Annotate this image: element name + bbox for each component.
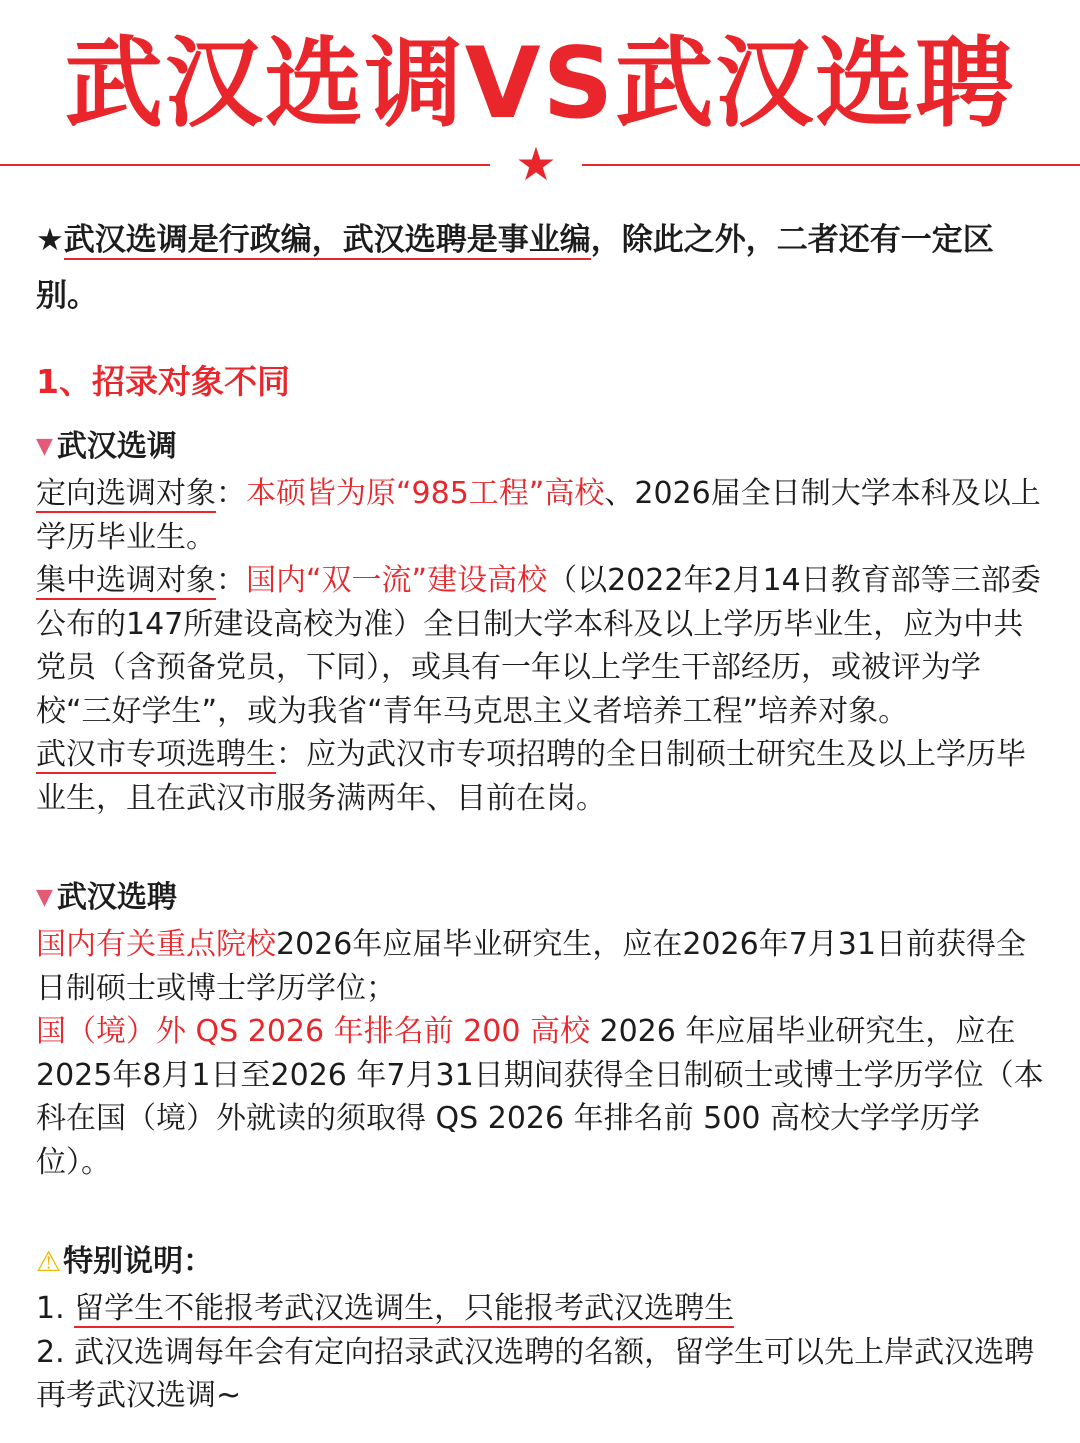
note-prefix: 1. — [36, 1291, 75, 1326]
article-body — [36, 212, 1048, 1418]
item-highlight: 国内有关重点院校 — [36, 927, 276, 962]
special-note-2: 2. 武汉选调每年会有定向招录武汉选聘的名额，留学生可以先上岸武汉选聘再考武汉选调~ — [36, 1334, 1035, 1413]
intro-star-icon: ★ — [36, 222, 64, 258]
special-note-title: 特别说明： — [63, 1244, 214, 1279]
item-text: 2026年应届毕业研究生，应在2026年7月31日前获得全日制硕士或博士学历学位； — [36, 927, 1026, 1006]
item-text: 2026 年应届毕业研究生，应在2025年8月1日至2026 年7月31日期间获得全日制硕士或博士学历学位（本科在国（境）外就读的须取得 QS 2026 年排名前 500 高校大学学历学位）。 — [36, 1014, 1044, 1180]
item-text: （以2022年2月14日教育部等三部委公布的147所建设高校为准）全日制大学本科及以上学历毕业生，应为中共党员（含预备党员，下同），或具有一年以上学生干部经历，或被评为学校“三好学生”，或为我省“青年马克思主义者培养工程”培养对象。 — [36, 563, 1041, 729]
item-label: 武汉市专项选聘生 — [36, 737, 276, 772]
page-title: 武汉选调VS武汉选聘 — [64, 27, 1016, 141]
item-separator: ： — [216, 563, 246, 598]
note-highlight: 留学生不能报考武汉选调生，只能报考武汉选聘生 — [74, 1291, 735, 1326]
section-heading: 1、招录对象不同 — [36, 362, 290, 401]
title-divider-left — [0, 164, 490, 166]
item-highlight: 国内“双一流”建设高校 — [246, 563, 548, 598]
item-text: 、2026届全日制大学本科及以上学历毕业生。 — [36, 476, 1041, 555]
item-highlight: 本硕皆为原“985工程”高校 — [246, 476, 605, 511]
intro-paragraph — [36, 212, 1048, 324]
triangle-down-icon: ▼ — [36, 885, 53, 910]
special-note-heading — [36, 1237, 1048, 1287]
triangle-down-icon: ▼ — [36, 434, 53, 459]
title-divider-right — [582, 164, 1080, 166]
subsection-title: 武汉选调 — [56, 429, 177, 464]
spacer — [36, 1184, 1048, 1227]
star-icon: ★ — [515, 137, 557, 191]
intro-rest: ，除此之外，二者还有一定区别。 — [36, 222, 994, 314]
item-label: 集中选调对象 — [36, 563, 216, 598]
subsection-heading-xuandiao — [36, 422, 1048, 472]
subsection-title: 武汉选聘 — [56, 880, 177, 915]
item-text: 应为武汉市专项招聘的全日制硕士研究生及以上学历毕业生，且在武汉市服务满两年、目前在岗。 — [36, 737, 1026, 816]
intro-highlight: 武汉选调是行政编，武汉选聘是事业编 — [63, 222, 591, 258]
xuanpin-item-domestic — [36, 923, 1048, 1010]
xuandiao-item-special — [36, 733, 1048, 820]
spacer — [36, 820, 1048, 863]
special-note-1 — [36, 1287, 1048, 1331]
item-separator: ： — [276, 737, 306, 772]
xuandiao-item-directional — [36, 472, 1048, 559]
warning-icon: ⚠ — [36, 1245, 62, 1278]
subsection-heading-xuanpin — [36, 873, 1048, 923]
item-separator: ： — [216, 476, 246, 511]
xuandiao-item-centralized — [36, 559, 1048, 733]
xuanpin-item-overseas — [36, 1010, 1048, 1184]
item-highlight: 国（境）外 QS 2026 年排名前 200 高校 — [36, 1014, 590, 1049]
item-label: 定向选调对象 — [36, 476, 216, 511]
